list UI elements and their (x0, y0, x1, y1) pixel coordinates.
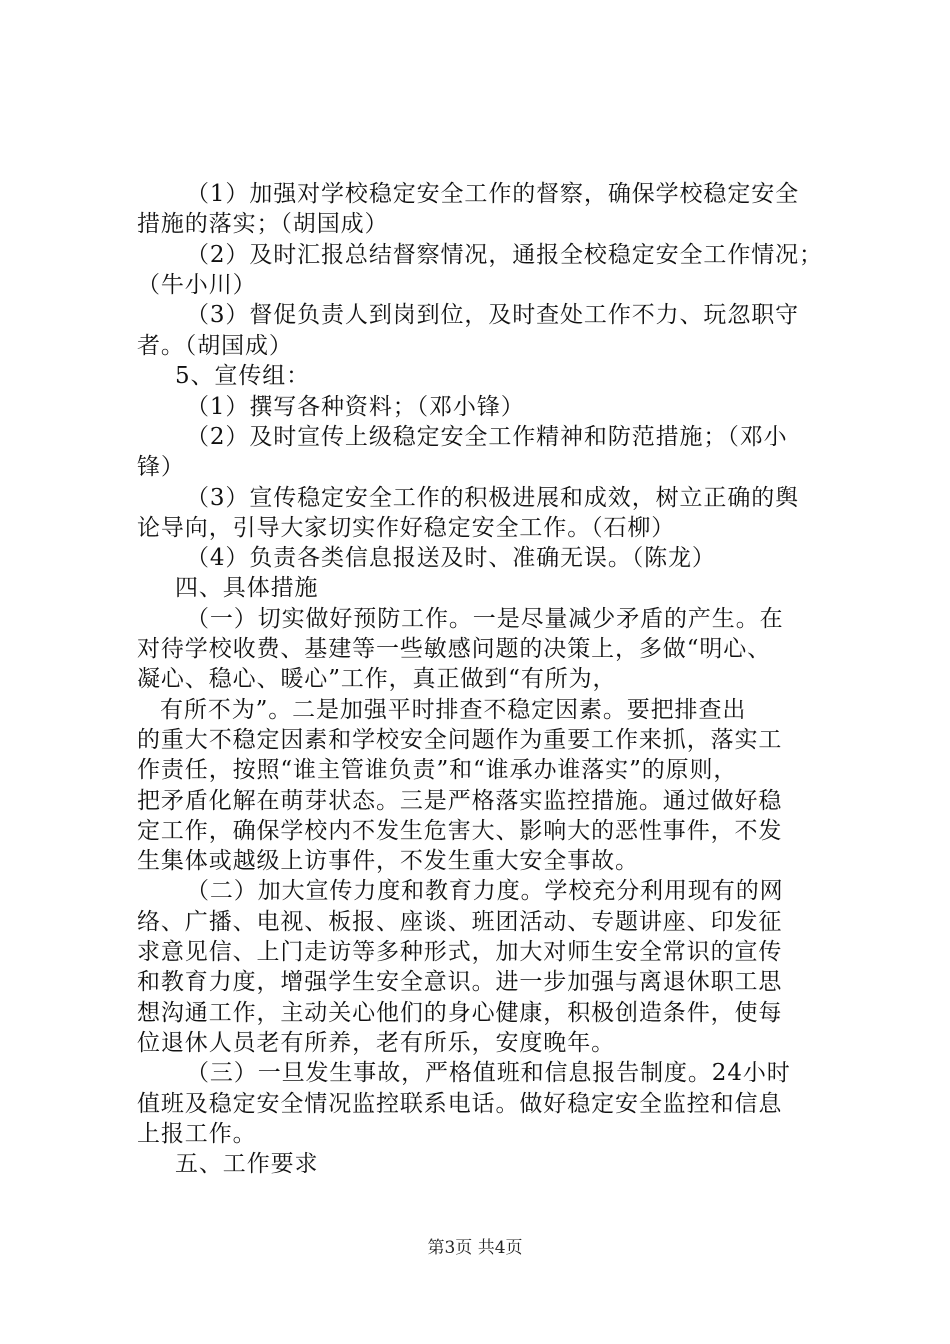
paragraph-line-26: 求意见信、上门走访等多种形式，加大对师生安全常识的宣传 (137, 939, 783, 965)
paragraph-line-31: 值班及稳定安全情况监控联系电话。做好稳定安全监控和信息 (137, 1091, 783, 1117)
paragraph-line-13: （4）负责各类信息报送及时、准确无误。（陈龙） (186, 545, 716, 571)
section-heading-requirements: 五、工作要求 (175, 1151, 319, 1177)
paragraph-line-5: （3）督促负责人到岗到位，及时查处工作不力、玩忽职守 (186, 302, 800, 328)
paragraph-line-32: 上报工作。 (137, 1121, 257, 1147)
paragraph-line-9: （2）及时宣传上级稳定安全工作精神和防范措施；（邓小 (186, 424, 788, 450)
paragraph-line-17: 凝心、稳心、暖心”工作，真正做到“有所为， (137, 666, 617, 692)
paragraph-line-1: （1）加强对学校稳定安全工作的督察，确保学校稳定安全 (186, 181, 800, 207)
paragraph-line-11: （3）宣传稳定安全工作的积极进展和成效，树立正确的舆 (186, 485, 800, 511)
page-number-footer: 第3页 共4页 (427, 1238, 523, 1258)
paragraph-line-28: 想沟通工作，主动关心他们的身心健康，积极创造条件，使每 (137, 1000, 783, 1026)
paragraph-line-4: （牛小川） (137, 272, 257, 298)
paragraph-line-27: 和教育力度，增强学生安全意识。进一步加强与离退休职工思 (137, 969, 783, 995)
paragraph-line-24: （二）加大宣传力度和教育力度。学校充分利用现有的网 (186, 878, 784, 904)
paragraph-line-19: 的重大不稳定因素和学校安全问题作为重要工作来抓，落实工 (137, 727, 783, 753)
paragraph-line-6: 者。（胡国成） (137, 333, 293, 359)
paragraph-line-16: 对待学校收费、基建等一些敏感问题的决策上，多做“明心、 (137, 636, 772, 662)
paragraph-line-8: （1）撰写各种资料；（邓小锋） (186, 394, 525, 420)
paragraph-line-10: 锋） (137, 454, 185, 480)
paragraph-line-23: 生集体或越级上访事件，不发生重大安全事故。 (137, 848, 639, 874)
paragraph-line-25: 络、广播、电视、板报、座谈、班团活动、专题讲座、印发征 (137, 909, 783, 935)
section-heading-measures: 四、具体措施 (175, 575, 319, 601)
paragraph-line-18: 有所不为”。二是加强平时排查不稳定因素。要把排查出 (160, 697, 747, 723)
paragraph-line-21: 把矛盾化解在萌芽状态。三是严格落实监控措施。通过做好稳 (137, 788, 783, 814)
paragraph-line-2: 措施的落实；（胡国成） (137, 211, 389, 237)
paragraph-line-12: 论导向，引导大家切实作好稳定安全工作。（石柳） (137, 515, 676, 541)
paragraph-line-20: 作责任，按照“谁主管谁负责”和“谁承办谁落实”的原则， (137, 757, 738, 783)
paragraph-line-29: 位退休人员老有所养，老有所乐，安度晚年。 (137, 1030, 615, 1056)
section-heading-publicity: 5、宣传组： (175, 363, 311, 389)
paragraph-line-15: （一）切实做好预防工作。一是尽量减少矛盾的产生。在 (186, 606, 784, 632)
paragraph-line-30: （三）一旦发生事故，严格值班和信息报告制度。24小时 (186, 1060, 791, 1086)
paragraph-line-3: （2）及时汇报总结督察情况，通报全校稳定安全工作情况； (186, 242, 823, 268)
paragraph-line-22: 定工作，确保学校内不发生危害大、影响大的恶性事件，不发 (137, 818, 783, 844)
